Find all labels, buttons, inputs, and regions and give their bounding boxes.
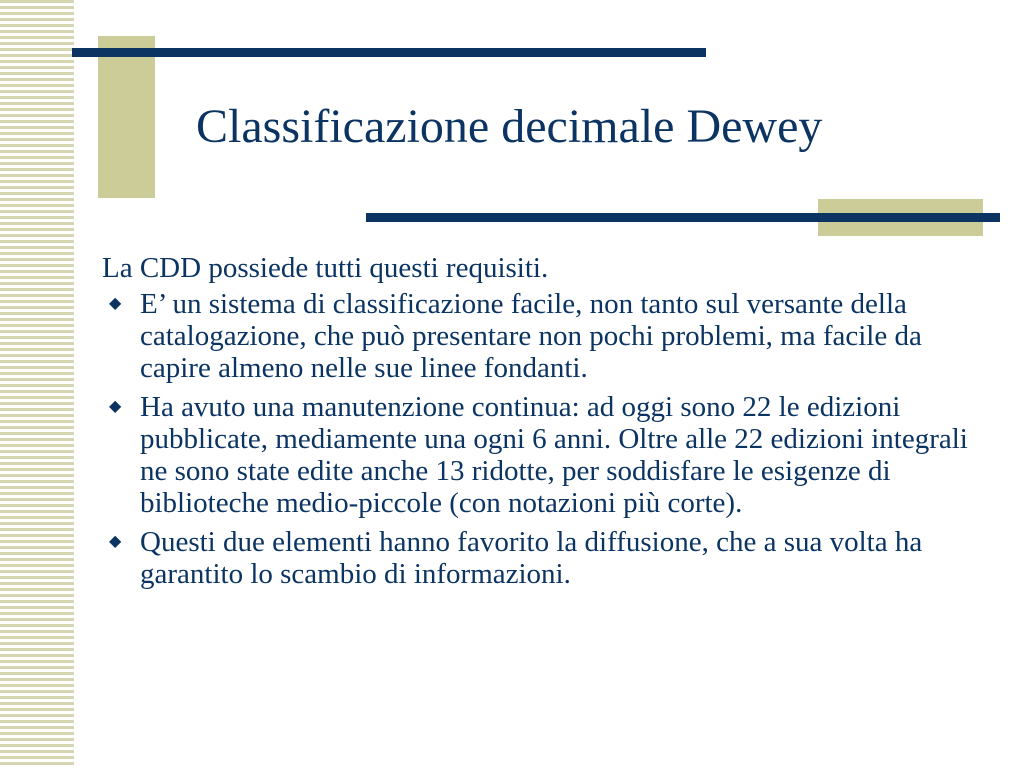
bullet-text: Ha avuto una manutenzione continua: ad oggi sono 22 le edizioni pubblicate, mediamente una ogni 6 anni. Oltre alle 22 edizioni integrali ne sono state edite anche 13 ridotte, per soddisfare le esigenze di biblioteche medio-piccole (con notazioni più corte). (140, 391, 968, 519)
bullet-item (102, 288, 982, 384)
decorative-stripes (0, 0, 74, 768)
decorative-block-left (98, 36, 155, 198)
slide-title: Classificazione decimale Dewey (196, 100, 823, 153)
diamond-bullet-icon: ◆ (109, 533, 122, 550)
diamond-bullet-icon: ◆ (109, 398, 122, 415)
bullet-item (102, 391, 982, 519)
bullet-list (102, 288, 982, 590)
intro-text: La CDD possiede tutti questi requisiti. (102, 252, 549, 284)
slide-body (102, 252, 982, 597)
title-rule-bottom (366, 213, 1000, 222)
title-rule-top (72, 48, 706, 57)
diamond-bullet-icon: ◆ (109, 295, 122, 312)
bullet-text: E’ un sistema di classificazione facile, non tanto sul versante della catalogazione, che può presentare non pochi problemi, ma facile da capire almeno nelle sue linee fondanti. (140, 288, 922, 384)
bullet-text: Questi due elementi hanno favorito la diffusione, che a sua volta ha garantito lo scambio di informazioni. (140, 526, 923, 590)
bullet-item (102, 526, 982, 590)
